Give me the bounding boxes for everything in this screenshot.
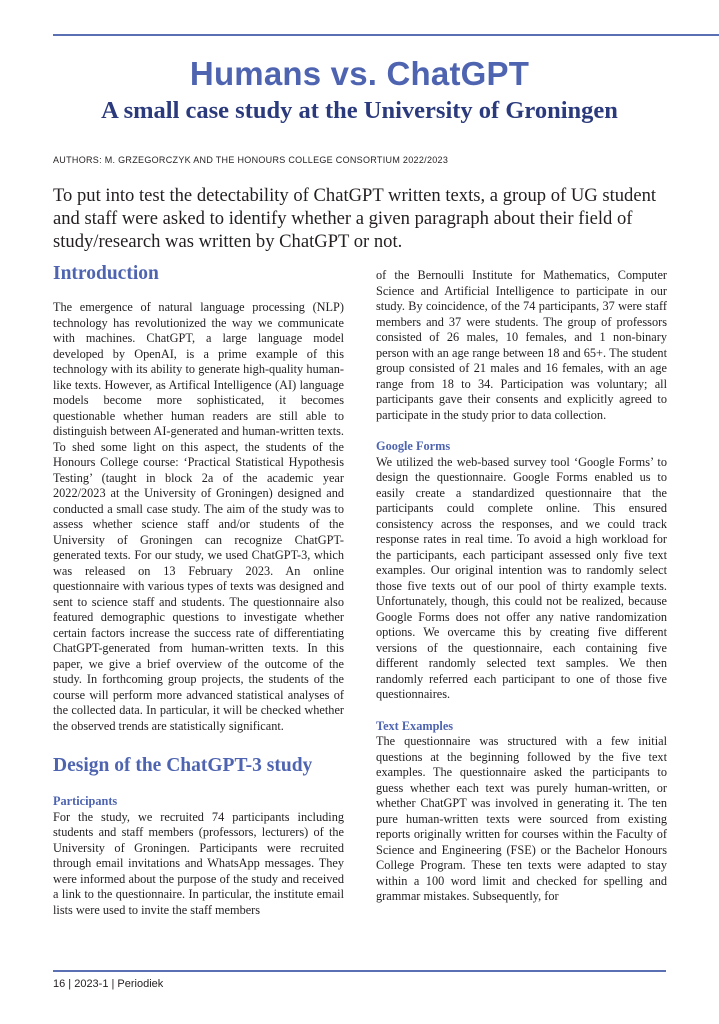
authors-line <box>53 154 448 166</box>
article-subtitle: A small case study at the University of Groningen <box>101 97 618 124</box>
lead-paragraph: To put into test the detectability of ChatGPT written texts, a group of UG student and staff were asked to identify whether a given paragraph about their field of study/research was written by ChatGPT or not. <box>53 185 657 252</box>
authors-label: AUTHORS: <box>53 155 102 165</box>
introduction-text: The emergence of natural language processing (NLP) technology has revolutionized the way we communicate with machines. ChatGPT, a large language model developed by OpenAI, is a prime example of this technology with its ability to generate high-quality human-like texts. However, as Artifical Intelligence (AI) language models become more sophisticated, it becomes questionable whether human readers are still able to distinguish between AI-generated and human-written texts. To shed some light on this aspect, the students of the Honours College course: ‘Practical Statistical Hypothesis Testing’ (taught in block 2a of the academic year 2022/2023 at the University of Groningen) designed and conducted a small case study. The aim of the study was to assess whether science staff and/or students of the University of Groningen can recognize ChatGPT-generated texts. For our study, we used ChatGPT-3, which was released on 13 February 2023. An online questionnaire with various types of texts was designed and sent to science staff and students. The questionnaire also featured demographic questions to investigate whether certain factors increase the success rate of differentiating ChatGPT-generated from human-written texts. In this paper, we give a brief overview of the outcome of the study. In forthcoming group projects, the students of the course will perform more advanced statistical analyses of the collected data. In particular, it will be checked whether the observed trends are statistically significant. <box>53 300 344 733</box>
participants-continuation-text: of the Bernoulli Institute for Mathematics, Computer Science and Artificial Intelligence to participate in our study. By coincidence, of the 74 participants, 37 were staff members and 37 were students. The group of professors consisted of 26 males, 10 females, and 1 non-binary person with an age range between 18 and 65+. The student group consisted of 21 males and 16 females, with an age range from 18 to 34. Participation was voluntary; all participants gave their consents and explicitly agreed to participate in the study prior to data collection. <box>376 268 667 422</box>
page-footer: 16 | 2023-1 | Periodiek <box>53 978 164 990</box>
left-column <box>53 262 344 918</box>
participants-text: For the study, we recruited 74 participants including students and staff members (professors, lecturers) of the University of Groningen. Participants were recruited through email invitations and WhatsApp messages. They were informed about the purpose of the study and received a link to the questionnaire. In particular, the institute email lists were used to invite the staff members <box>53 809 344 917</box>
bottom-divider <box>53 970 666 972</box>
authors-names: M. GRZEGORCZYK AND THE HONOURS COLLEGE CONSORTIUM 2022/2023 <box>104 155 449 165</box>
participants-heading: Participants <box>53 794 118 808</box>
article-title: Humans vs. ChatGPT <box>189 55 530 92</box>
google-forms-heading: Google Forms <box>376 439 451 453</box>
text-examples-text: The questionnaire was structured with a few initial questions at the beginning followed by the five text examples. The questionnaire asked the participants to guess whether each text was purely human-written, or whether ChatGPT was involved in generating it. The ten pure human-written texts were sourced from existing reports originally written for courses within the Faculty of Science and Engineering (FSE) or the Bachelor Honours College Program. These ten texts were adapted to stay within a 100 word limit and checked for spelling and grammar mistakes. Subsequently, for <box>376 734 667 903</box>
google-forms-text: We utilized the web-based survey tool ‘Google Forms’ to design the questionnaire. Google Forms enabled us to easily create a standardized questionnaire that the participants could complete online. This ensured consistency across the responses, and we could track response rates in real time. To avoid a high workload for the participants, each participant assessed only five text examples. Our original intention was to randomly select those five texts out of our pool of thirty example texts. Unfortunately, though, this could not be realized, because Google Forms does not offer any native randomization options. We overcame this by creating five different versions of the questionnaire, each containing five different randomly selected text samples. We then randomly referred each participant to one of those five questionnaires. <box>376 454 667 701</box>
top-divider <box>53 34 719 36</box>
design-heading: Design of the ChatGPT-3 study <box>53 755 313 776</box>
right-column <box>376 268 667 905</box>
introduction-heading: Introduction <box>53 263 159 284</box>
text-examples-heading: Text Examples <box>376 718 454 733</box>
